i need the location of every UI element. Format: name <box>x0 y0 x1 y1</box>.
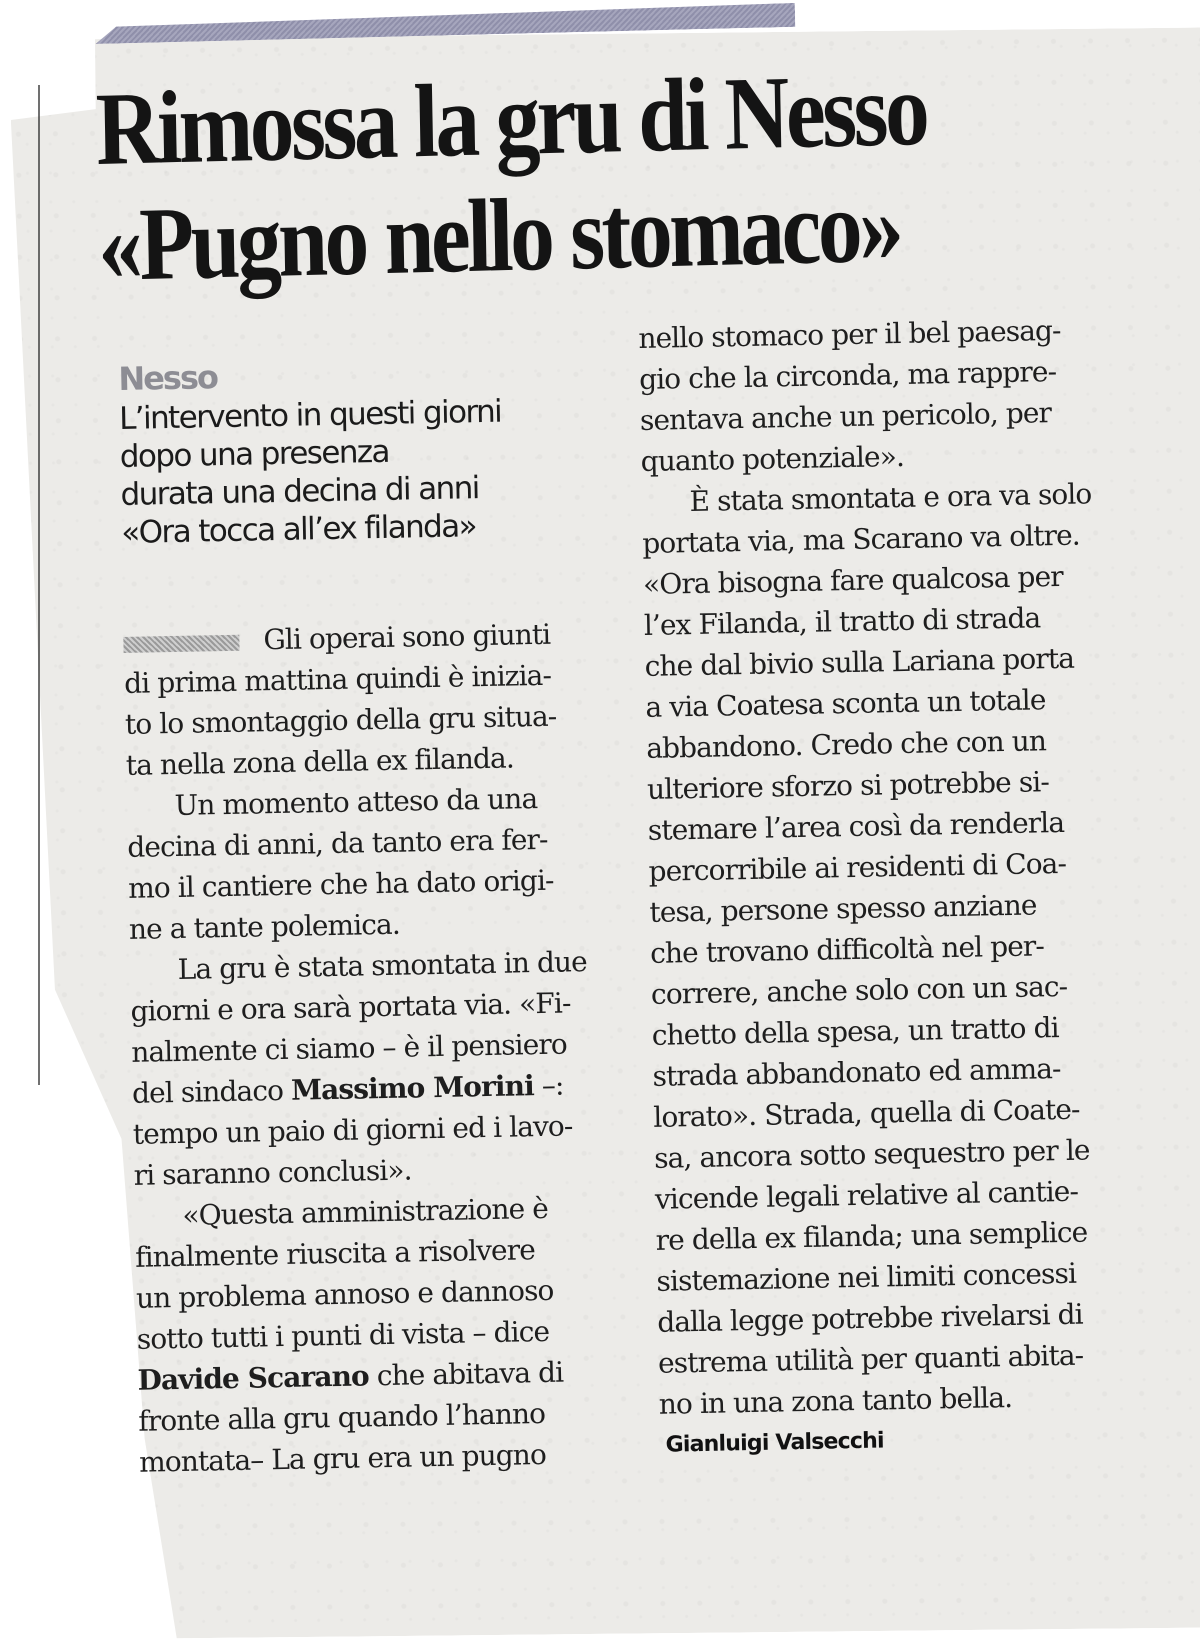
body-line: montata– La gru era un pugno <box>138 1437 547 1479</box>
lead-bar <box>123 634 239 652</box>
body-line: tesa, persone spesso anziane <box>649 888 1037 929</box>
body-line: chetto della spesa, un tratto di <box>651 1011 1059 1052</box>
body-line: quanto potenziale». <box>640 439 905 478</box>
person-name: Davide Scarano <box>137 1359 370 1397</box>
body-line: strada abbandonato ed amma- <box>652 1052 1061 1093</box>
body-line: del sindaco Massimo Morini –: <box>131 1068 564 1110</box>
body-line: sa, ancora sotto sequestro per le <box>653 1133 1090 1175</box>
body-line: Gli operai sono giunti <box>123 612 644 663</box>
body-line: estrema utilità per quanti abita- <box>657 1338 1084 1380</box>
body-line: giorni e ora sarà portata via. «Fi- <box>130 986 571 1028</box>
body-line: sistemazione nei limiti concessi <box>656 1256 1077 1298</box>
article-body-left <box>123 612 659 1483</box>
body-line: a via Coatesa sconta un totale <box>645 683 1046 724</box>
body-line: sentava anche un pericolo, per <box>639 396 1052 437</box>
body-line: che trovano difficoltà nel per- <box>649 929 1045 970</box>
byline: Gianluigi Valsecchi <box>665 1428 884 1458</box>
subhead-line: dopo una presenza <box>119 433 390 475</box>
body-line: stemare l’area così da renderla <box>647 805 1065 847</box>
subheadline <box>119 390 642 552</box>
body-line: correre, anche solo con un sac- <box>650 969 1068 1011</box>
body-line: Un momento atteso da una <box>174 782 538 822</box>
body-line: È stata smontata e ora va solo <box>689 477 1092 519</box>
body-line: sotto tutti i punti di vista – dice <box>136 1314 550 1356</box>
body-line: l’ex Filanda, il tratto di strada <box>643 601 1041 642</box>
right-column <box>638 308 1180 1458</box>
subhead-line: durata una decina di anni <box>120 470 480 513</box>
headline-line-1: Rimossa la gru di Nesso <box>95 51 928 187</box>
headline <box>95 50 1002 304</box>
article-body-right <box>638 308 1179 1425</box>
body-line: vicende legali relative al cantie- <box>654 1174 1079 1216</box>
body-line: «Ora bisogna fare qualcosa per <box>642 559 1063 601</box>
body-line: portata via, ma Scarano va oltre. <box>642 518 1081 560</box>
body-line: «Questa amministrazione è <box>182 1191 549 1232</box>
body-line: un problema annoso e dannoso <box>135 1273 554 1315</box>
body-line: re della ex filanda; una semplice <box>655 1215 1088 1257</box>
column-rule <box>38 85 40 1085</box>
body-line: ta nella zona della ex filanda. <box>125 741 515 782</box>
body-line: Davide Scarano che abitava di <box>137 1355 564 1397</box>
body-line: nello stomaco per il bel paesag- <box>638 313 1061 355</box>
body-line: lorato». Strada, quella di Coate- <box>653 1092 1080 1134</box>
left-column <box>118 350 659 1483</box>
person-name: Massimo Morini <box>290 1069 535 1107</box>
subhead-line: L’intervento in questi giorni <box>118 393 502 437</box>
body-line: fronte alla gru quando l’hanno <box>138 1397 546 1438</box>
body-line: decina di anni, da tanto era fer- <box>127 822 548 864</box>
body-line: La gru è stata smontata in due <box>177 945 588 986</box>
headline-line-2: «Pugno nello stomaco» <box>97 168 902 303</box>
body-line: no in una zona tanto bella. <box>658 1381 1013 1421</box>
body-line: ne a tante polemica. <box>128 907 401 946</box>
body-line: gio che la circonda, ma rappre- <box>638 354 1057 396</box>
body-line: di prima mattina quindi è inizia- <box>123 658 552 700</box>
body-line: mo il cantiere che ha dato origi- <box>127 863 554 905</box>
body-line: ri saranno conclusi». <box>133 1153 412 1192</box>
body-line: ulteriore sforzo si potrebbe si- <box>646 765 1050 806</box>
subhead-line: «Ora tocca all’ex filanda» <box>120 508 477 551</box>
location-kicker: Nesso <box>118 358 218 398</box>
body-line: finalmente riuscita a risolvere <box>134 1233 536 1274</box>
body-line: abbandono. Credo che con un <box>645 724 1047 765</box>
body-line: tempo un paio di giorni ed i lavo- <box>132 1109 573 1151</box>
body-line: to lo smontaggio della gru situa- <box>124 699 557 741</box>
body-line: percorribile ai residenti di Coa- <box>648 846 1067 888</box>
body-line: nalmente ci siamo – è il pensiero <box>130 1027 568 1069</box>
body-line: che dal bivio sulla Lariana porta <box>644 641 1075 683</box>
body-line: dalla legge potrebbe rivelarsi di <box>656 1297 1083 1339</box>
